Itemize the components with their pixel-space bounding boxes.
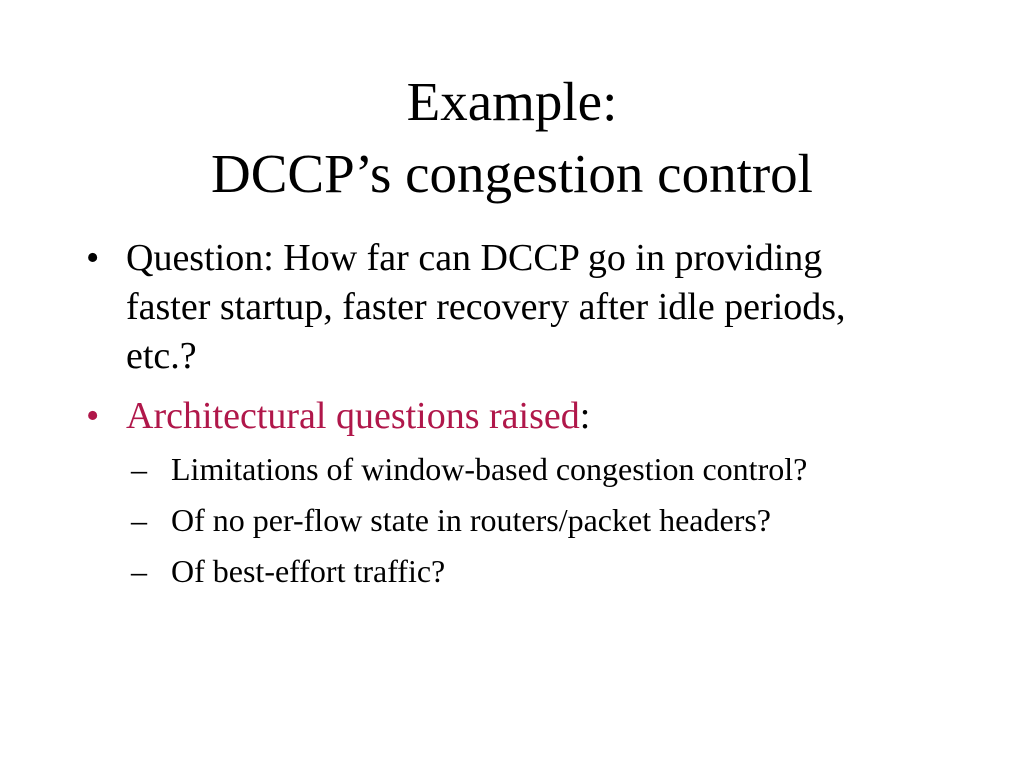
title-line-2: DCCP’s congestion control: [211, 143, 813, 204]
bullet-text: Question: How far can DCCP go in providing faster startup, faster recovery after idle periods, etc.?: [126, 237, 846, 377]
sub-bullet-text: Limitations of window-based congestion control?: [171, 451, 808, 487]
bullet-marker: •: [86, 237, 100, 279]
sub-bullet-marker: –: [131, 451, 147, 487]
bullet-marker: •: [86, 395, 100, 437]
sub-bullet-marker: –: [131, 502, 147, 538]
bullet-item: [86, 234, 986, 381]
slide-title: [0, 66, 1024, 210]
sub-bullet-text: Of best-effort traffic?: [171, 553, 446, 589]
sub-bullet-item: [131, 550, 986, 593]
bullet-suffix: :: [579, 395, 591, 437]
title-line-1: Example:: [406, 71, 618, 132]
sub-bullet-marker: –: [131, 553, 147, 589]
bullet-highlight-text: Architectural questions raised: [126, 395, 580, 437]
sub-bullet-item: [131, 499, 986, 542]
sub-bullet-list: [86, 448, 986, 593]
sub-bullet-text: Of no per-flow state in routers/packet headers?: [171, 502, 771, 538]
slide-body: [86, 234, 986, 601]
bullet-item: [86, 392, 986, 441]
sub-bullet-item: [131, 448, 986, 491]
